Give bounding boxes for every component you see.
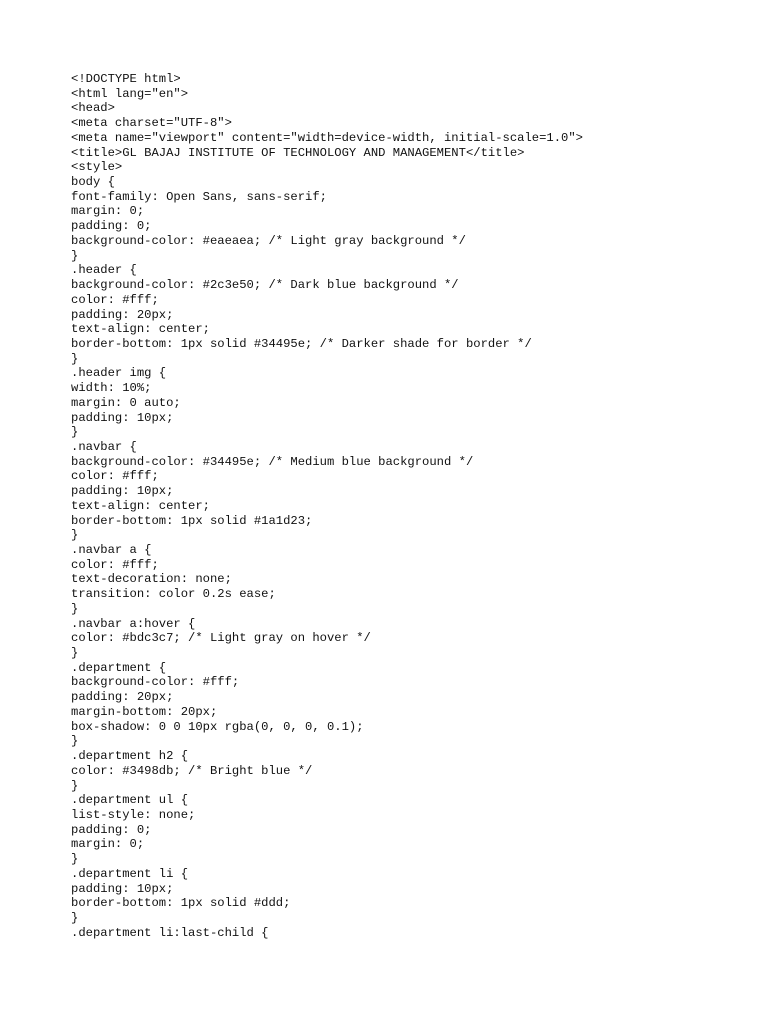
code-line: text-align: center;: [71, 322, 210, 337]
code-line: background-color: #fff;: [71, 675, 240, 690]
code-line: <meta name="viewport" content="width=device-width, initial-scale=1.0">: [71, 130, 583, 145]
code-line: transition: color 0.2s ease;: [71, 587, 276, 602]
code-line: }: [71, 778, 79, 793]
code-line: .header img {: [71, 366, 167, 381]
code-line: margin-bottom: 20px;: [71, 704, 218, 719]
code-line: body {: [71, 175, 115, 190]
code-line: .navbar {: [71, 439, 137, 454]
code-line: color: #fff;: [71, 557, 159, 572]
code-line: }: [71, 351, 79, 366]
code-line: .department ul {: [71, 793, 189, 808]
code-line: <title>GL BAJAJ INSTITUTE OF TECHNOLOGY AND MANAGEMENT</title>: [71, 145, 525, 160]
code-line: padding: 10px;: [71, 410, 174, 425]
code-line: background-color: #34495e; /* Medium blue background */: [71, 454, 474, 469]
code-line: <html lang="en">: [71, 86, 189, 101]
code-listing: [71, 72, 583, 940]
code-line: box-shadow: 0 0 10px rgba(0, 0, 0, 0.1);: [71, 719, 364, 734]
code-line: .header {: [71, 263, 137, 278]
code-line: }: [71, 528, 79, 543]
code-line: }: [71, 734, 79, 749]
code-line: margin: 0;: [71, 837, 145, 852]
code-line: .department li:last-child {: [71, 925, 269, 940]
code-line: }: [71, 248, 79, 263]
code-line: color: #3498db; /* Bright blue */: [71, 763, 313, 778]
code-line: font-family: Open Sans, sans-serif;: [71, 189, 327, 204]
code-line: color: #bdc3c7; /* Light gray on hover */: [71, 631, 371, 646]
code-line: }: [71, 601, 79, 616]
code-line: background-color: #eaeaea; /* Light gray background */: [71, 233, 466, 248]
code-line: border-bottom: 1px solid #1a1d23;: [71, 513, 313, 528]
code-line: background-color: #2c3e50; /* Dark blue background */: [71, 278, 459, 293]
code-line: }: [71, 910, 79, 925]
code-line: width: 10%;: [71, 381, 152, 396]
code-line: color: #fff;: [71, 469, 159, 484]
code-line: padding: 20px;: [71, 307, 174, 322]
code-line: margin: 0;: [71, 204, 145, 219]
code-line: text-decoration: none;: [71, 572, 232, 587]
code-line: border-bottom: 1px solid #ddd;: [71, 896, 291, 911]
code-line: <!DOCTYPE html>: [71, 72, 181, 86]
code-line: border-bottom: 1px solid #34495e; /* Darker shade for border */: [71, 336, 532, 351]
code-line: padding: 0;: [71, 822, 152, 837]
code-line: padding: 10px;: [71, 484, 174, 499]
code-line: .department {: [71, 660, 167, 675]
code-line: <style>: [71, 160, 123, 175]
code-line: .department h2 {: [71, 749, 189, 764]
code-line: }: [71, 425, 79, 440]
code-line: padding: 20px;: [71, 690, 174, 705]
code-line: list-style: none;: [71, 807, 196, 822]
code-line: .navbar a {: [71, 543, 152, 557]
code-line: }: [71, 852, 79, 867]
code-line: padding: 10px;: [71, 881, 174, 896]
code-line: <meta charset="UTF-8">: [71, 116, 232, 131]
code-line: padding: 0;: [71, 219, 152, 234]
code-line: text-align: center;: [71, 498, 210, 513]
code-line: color: #fff;: [71, 292, 159, 307]
code-line: <head>: [71, 101, 115, 116]
code-line: .department li {: [71, 866, 189, 881]
code-line: .navbar a:hover {: [71, 616, 196, 631]
code-line: }: [71, 646, 79, 661]
code-line: margin: 0 auto;: [71, 395, 181, 410]
